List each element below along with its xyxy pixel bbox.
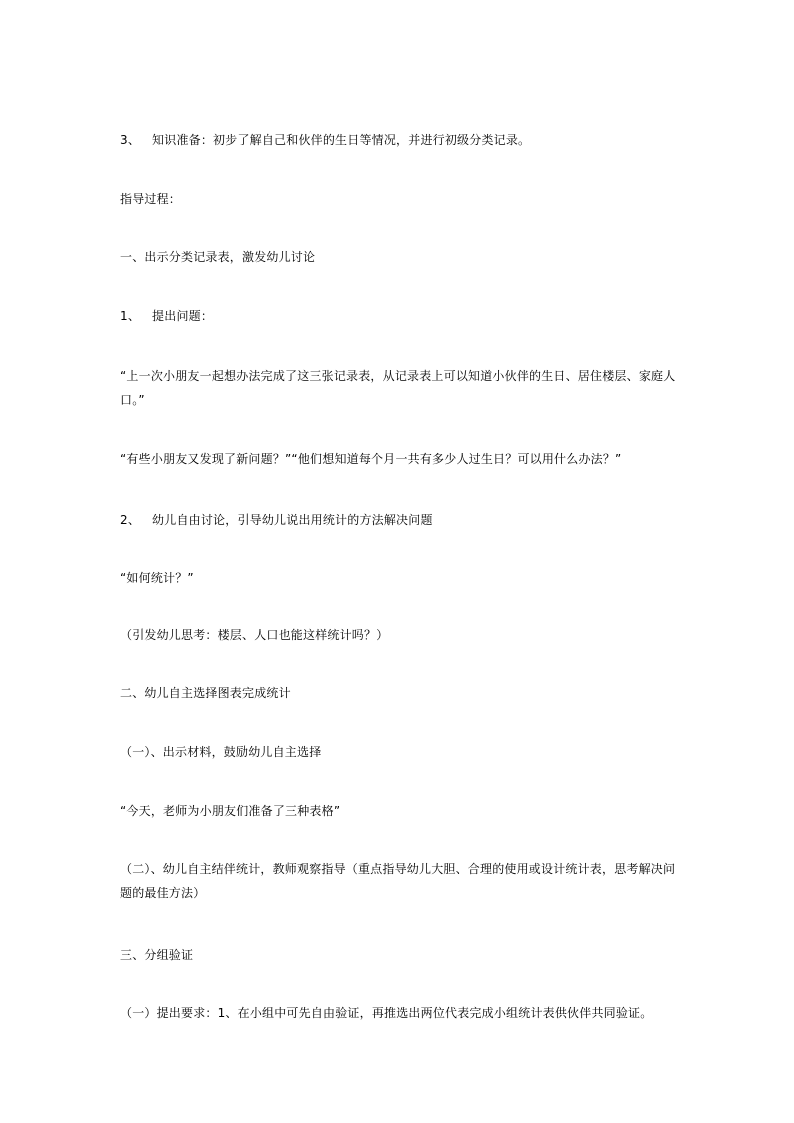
section-heading-guidance-process: 指导过程： bbox=[120, 192, 182, 206]
section-heading-three: 三、分组验证 bbox=[120, 948, 194, 962]
quote-paragraph-record-tables: “上一次小朋友一起想办法完成了这三张记录表，从记录表上可以知道小伙伴的生日、居住楼层、家庭人口。” bbox=[120, 369, 676, 407]
subsection-heading-show-materials: （一）、出示材料，鼓励幼儿自主选择 bbox=[120, 745, 322, 759]
numbered-item-free-discussion bbox=[120, 508, 680, 532]
subsection-paragraph-group-statistics: （二）、幼儿自主结伴统计，教师观察指导（重点指导幼儿大胆、合理的使用或设计统计表，思考解决问题的最佳方法） bbox=[120, 862, 676, 900]
paren-paragraph-prompt-thinking: （引发幼儿思考：楼层、人口也能这样统计吗？） bbox=[120, 628, 389, 642]
quote-paragraph-how-to-count: “如何统计？” bbox=[120, 571, 194, 585]
numbered-item-ask-questions bbox=[120, 304, 680, 328]
subsection-paragraph-requirements: （一）提出要求：1、在小组中可先自由验证，再推选出两位代表完成小组统计表供伙伴共同验证。 bbox=[120, 1006, 653, 1020]
item-number: 1、 bbox=[120, 309, 141, 323]
section-heading-one: 一、出示分类记录表，激发幼儿讨论 bbox=[120, 250, 316, 264]
item-number: 2、 bbox=[120, 513, 141, 527]
item-text: 提出问题： bbox=[152, 309, 214, 323]
item-text: 知识准备：初步了解自己和伙伴的生日等情况，并进行初级分类记录。 bbox=[152, 133, 531, 147]
knowledge-prep-item bbox=[120, 128, 680, 152]
quote-paragraph-new-question: “有些小朋友又发现了新问题？”“他们想知道每个月一共有多少人过生日？可以用什么办法？” bbox=[120, 452, 622, 466]
quote-paragraph-three-tables: “今天，老师为小朋友们准备了三种表格” bbox=[120, 804, 341, 818]
item-text: 幼儿自由讨论，引导幼儿说出用统计的方法解决问题 bbox=[152, 513, 433, 527]
section-heading-two: 二、幼儿自主选择图表完成统计 bbox=[120, 686, 291, 700]
item-number: 3、 bbox=[120, 133, 141, 147]
